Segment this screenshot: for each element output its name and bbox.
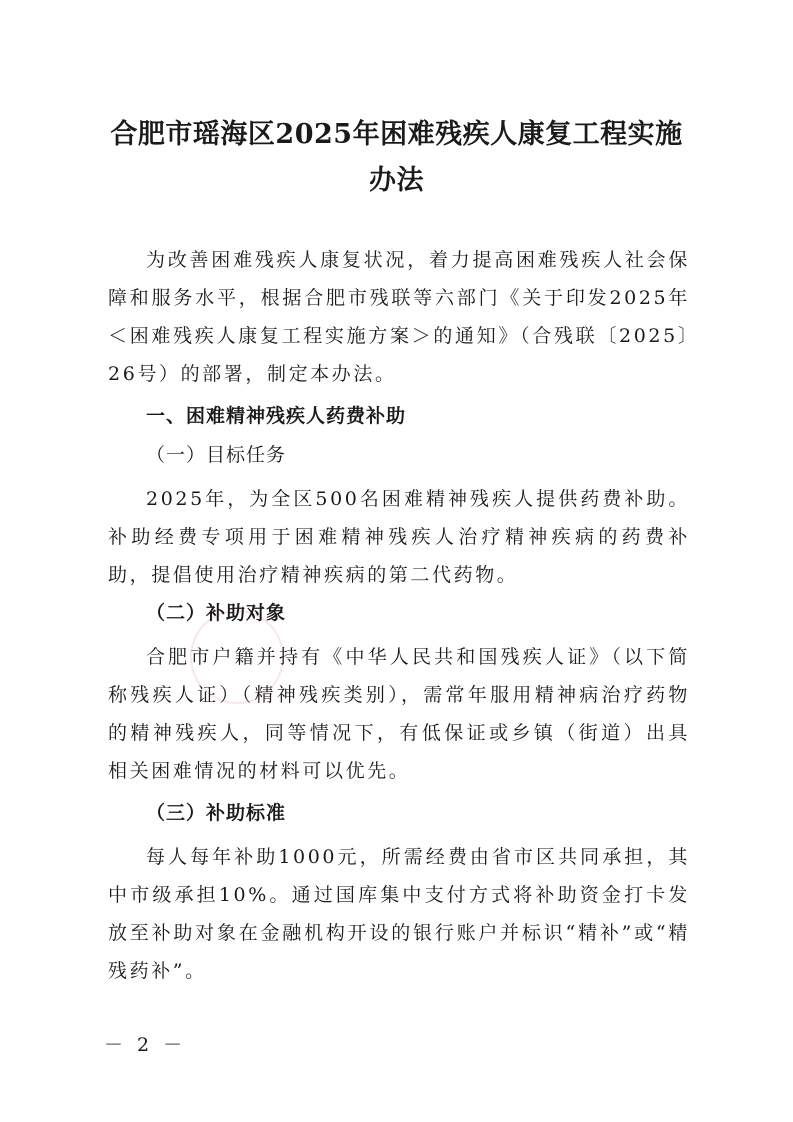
document-title: 合肥市瑶海区2025年困难残疾人康复工程实施办法 xyxy=(110,119,683,196)
subsection-1-heading: （一）目标任务 xyxy=(146,444,287,466)
subsection-2-text: 合肥市户籍并持有《中华人民共和国残疾人证》（以下简称残疾人证）（精神残疾类别），需常年服用精神病治疗药物的精神残疾人，同等情况下，有低保证或乡镇（街道）出具相关困难情况的材料可以优先。 xyxy=(108,646,690,782)
intro-paragraph: 为改善困难残疾人康复状况，着力提高困难残疾人社会保障和服务水平，根据合肥市残联等六部门《关于印发2025年＜困难残疾人康复工程实施方案＞的通知》（合残联〔2025〕26号）的部署，制定本办法。 xyxy=(108,249,690,385)
page-number: － 2 － xyxy=(104,1034,187,1056)
subsection-3-heading: （三）补助标准 xyxy=(146,802,287,824)
subsection-2-heading: （二）补助对象 xyxy=(146,602,287,624)
subsection-3-text: 每人每年补助1000元，所需经费由省市区共同承担，其中市级承担10%。通过国库集中支付方式将补助资金打卡发放至补助对象在金融机构开设的银行账户并标识“精补”或“精残药补”。 xyxy=(108,846,690,982)
section-1-heading: 一、困难精神残疾人药费补助 xyxy=(146,405,407,427)
subsection-1-text: 2025年，为全区500名困难精神残疾人提供药费补助。补助经费专项用于困难精神残疾人治疗精神疾病的药费补助，提倡使用治疗精神疾病的第二代药物。 xyxy=(108,488,690,586)
